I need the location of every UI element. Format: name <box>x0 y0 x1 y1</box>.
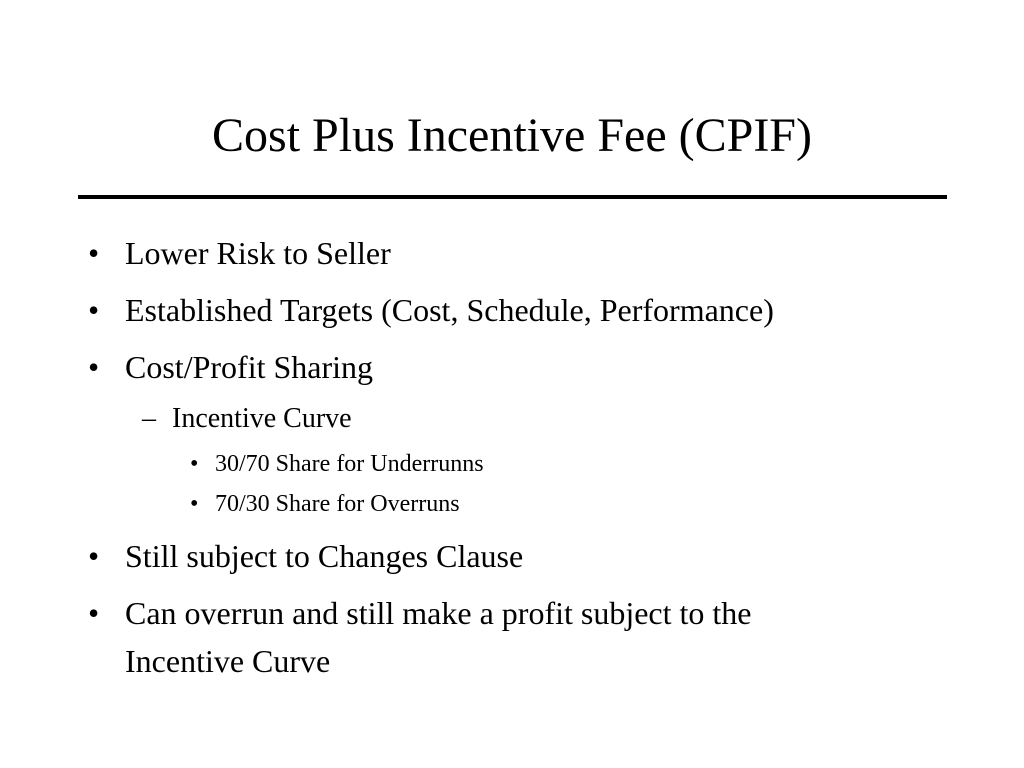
bullet-icon: • <box>88 595 100 631</box>
bullet-text: Established Targets (Cost, Schedule, Performance) <box>125 292 774 328</box>
dash-icon: – <box>142 403 156 434</box>
title-divider <box>78 195 947 199</box>
sub-sub-bullet-text: 30/70 Share for Underrunns <box>215 451 484 477</box>
bullet-icon: • <box>88 292 100 328</box>
bullet-icon: • <box>190 451 199 477</box>
sub-bullet-text: Incentive Curve <box>172 403 352 434</box>
bullet-text-line-2: Incentive Curve <box>125 643 331 679</box>
bullet-icon: • <box>190 491 199 517</box>
bullet-text: Lower Risk to Seller <box>125 235 391 271</box>
slide-title: Cost Plus Incentive Fee (CPIF) <box>212 109 812 162</box>
bullet-icon: • <box>88 235 100 271</box>
sub-sub-bullet-text: 70/30 Share for Overruns <box>215 491 460 517</box>
bullet-icon: • <box>88 538 100 574</box>
bullet-text: Cost/Profit Sharing <box>125 349 374 385</box>
bullet-text-line-1: Can overrun and still make a profit subject to the <box>125 595 752 631</box>
bullet-icon: • <box>88 349 100 385</box>
bullet-text: Still subject to Changes Clause <box>125 538 524 574</box>
